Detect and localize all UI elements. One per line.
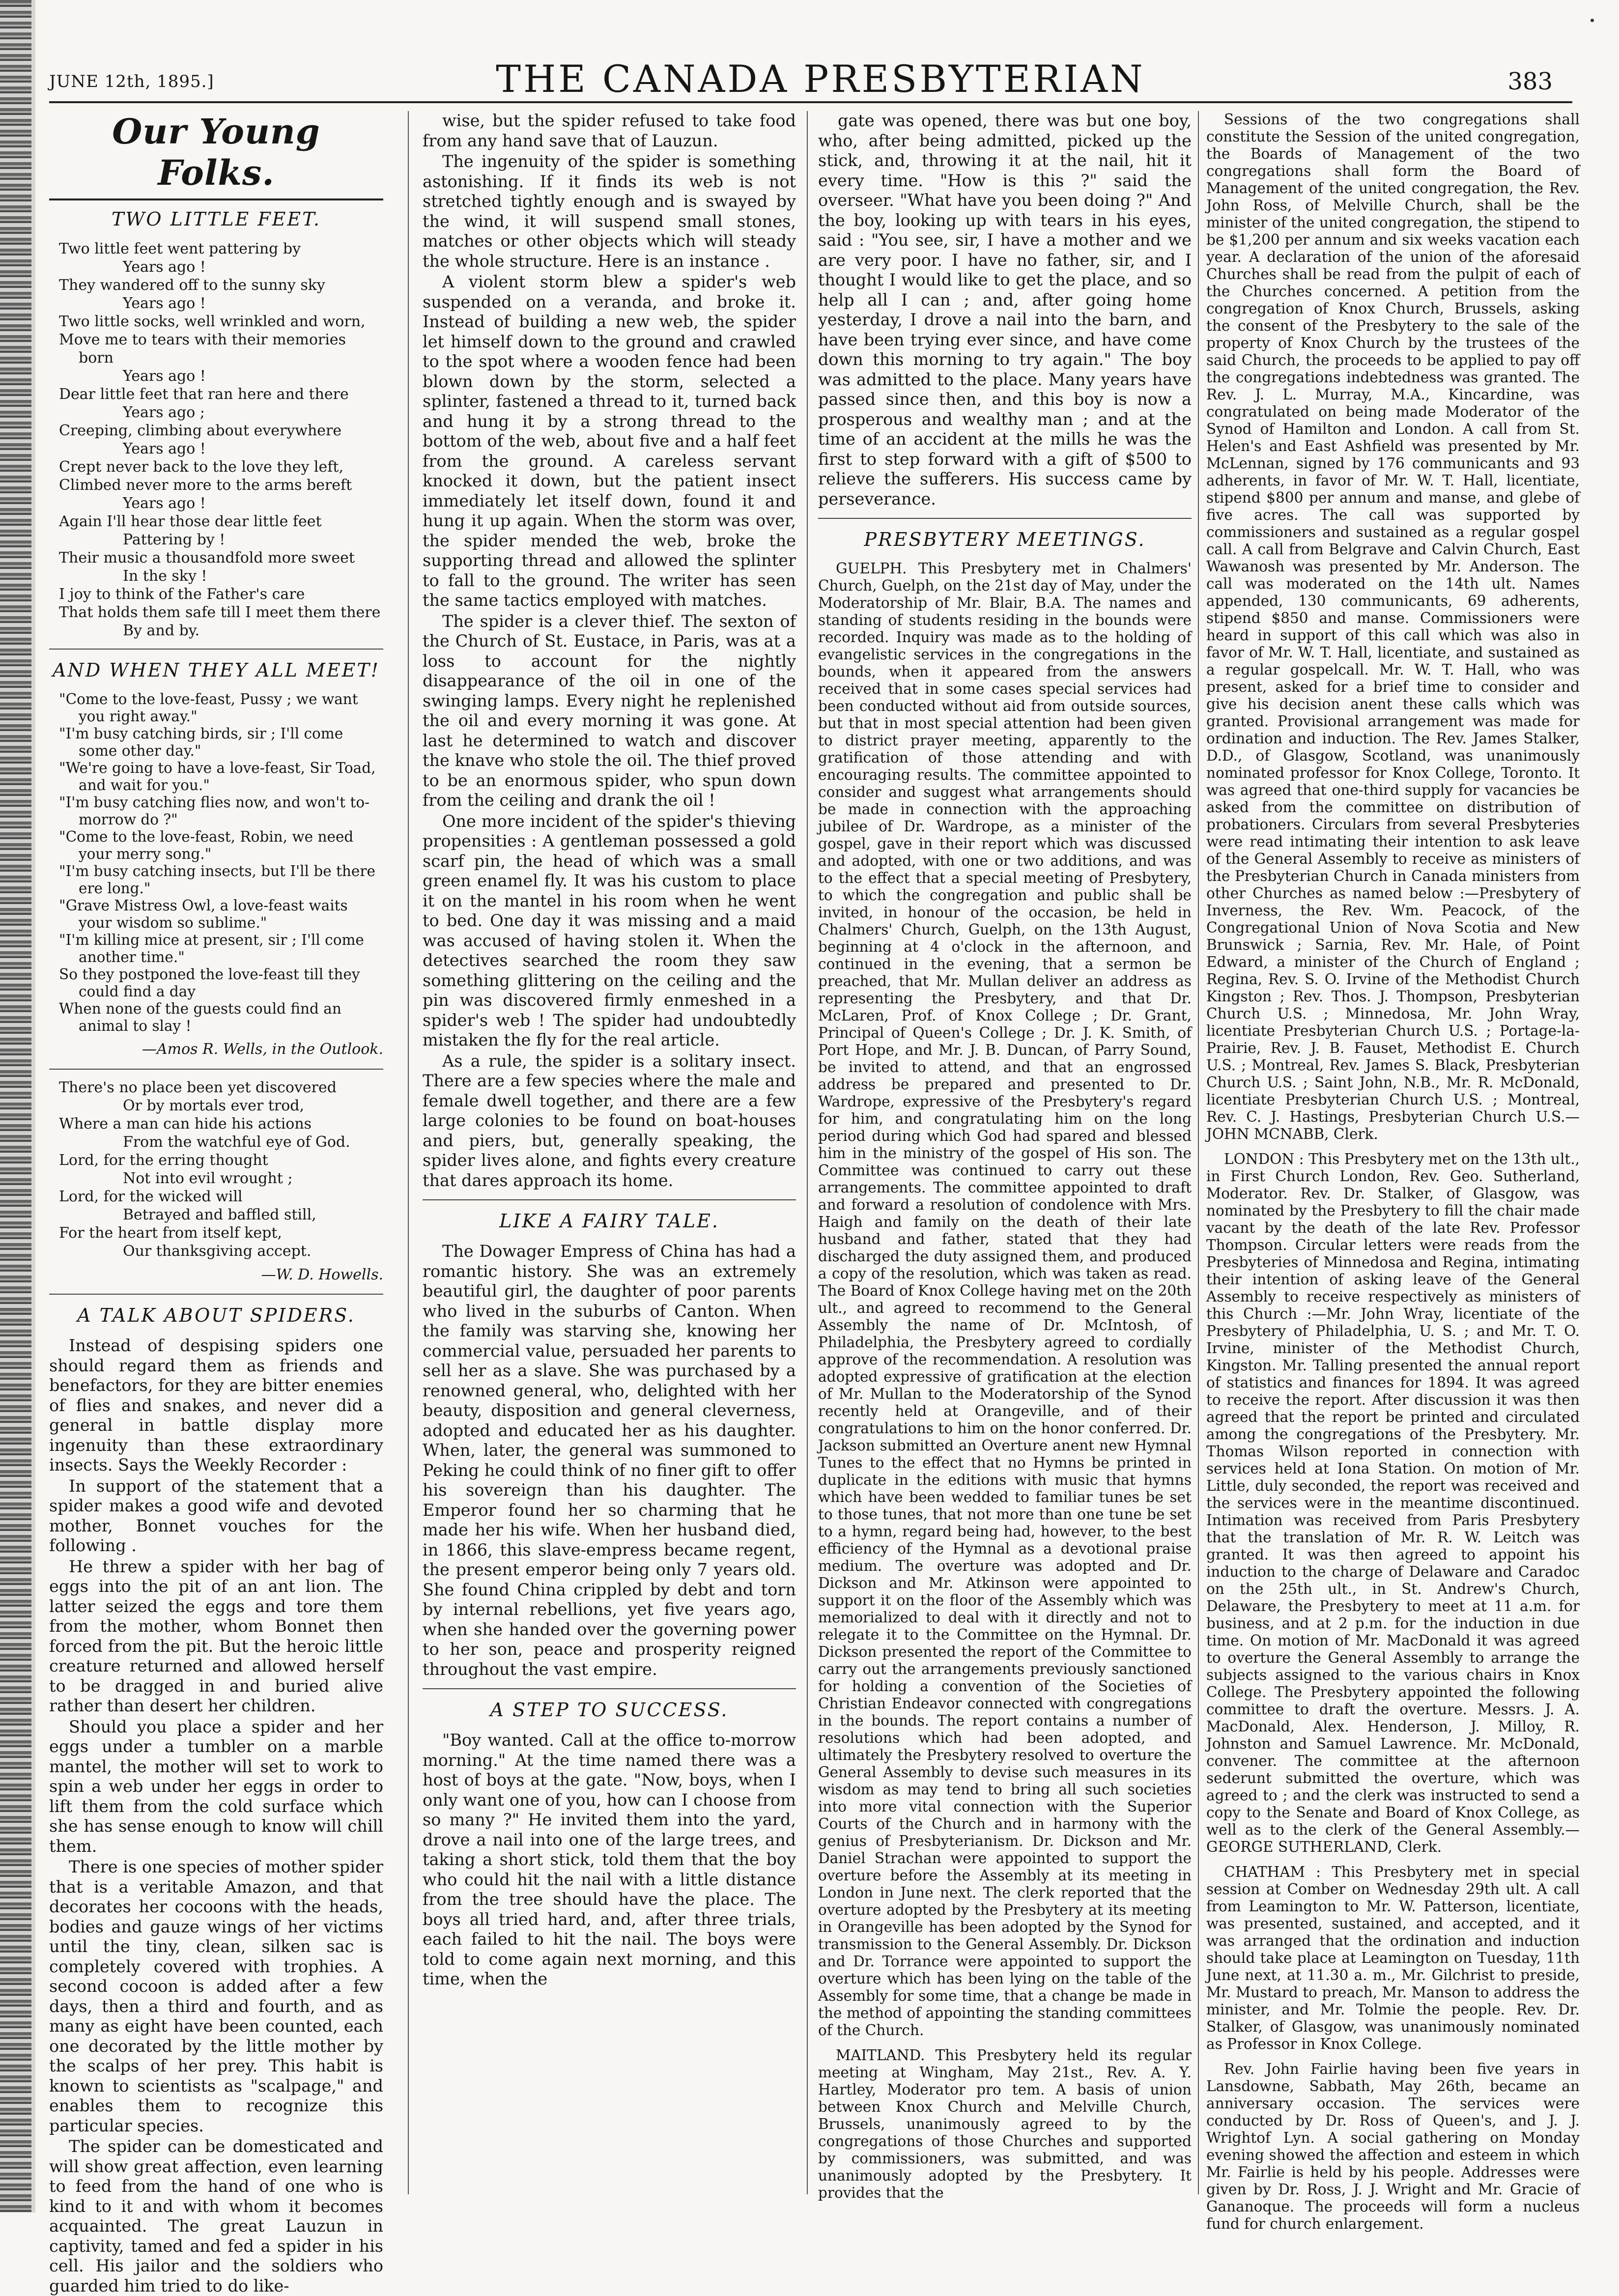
column-2	[423, 111, 796, 2194]
paragraph: GUELPH. This Presbytery met in Chalmers' Church, Guelph, on the 21st day of May, under the Moderatorship of Mr. Blair, B.A. The names and standing of students residing in the bounds were recorded. Inquiry was made as to the holding of evangelistic services in the congregations in the bounds, when it appeared from the answers received that in some cases special services had been conducted without aid from outside sources, but that in most special attention had been given to district prayer meeting, apparently to the gratification of those attending and with encouraging results. The committee appointed to consider and suggest what arrangements should be made in connection with the approaching jubilee of Dr. Wardrope, as a minister of the gospel, gave in their report which was discussed and adopted, with one or two additions, and was to the effect that a special meeting of Presbytery, to which the congregation and public shall be invited, in honour of the occasion, be held in Chalmers' Church, Guelph, on the 13th August, beginning at 4 o'clock in the afternoon, and continued in the evening, that a sermon be preached, that Mr. Mullan deliver an address as representing the Presbytery, and that Dr. McLaren, Prof. of Knox College ; Dr. Grant, Principal of Queen's College ; Dr. J. K. Smith, of Port Hope, and Mr. J. B. Duncan, of Parry Sound, be invited to attend, and that an engrossed address be prepared and presented to Dr. Wardrope, expressive of the Presbytery's regard for him, and congratulating him on the long period during which God had spared and blessed him in the ministry of the gospel of His son. The Committee was continued to carry out these arrangements. The committee appointed to draft and forward a resolution of condolence with Mrs. Haigh and family on the death of their late husband and father, stated that they had discharged the duty assigned them, and produced a copy of the resolution, which was taken as read. The Board of Knox College having met on the 20th ult., and agreed to recommend to the General Assembly the name of Dr. McIntosh, of Philadelphia, the Presbytery agreed to cordially approve of the recommendation. A resolution was adopted expressive of gratification at the election of Mr. Mullan to the Moderatorship of the Synod recently held at Orangeville, and of their congratulations to him on the honor conferred. Dr. Jackson submitted an Overture anent new Hymnal Tunes to the effect that no Hymns be printed in duplicate in the editions with music that hymns which have been wedded to familiar tunes be set to those tunes, that not more than one tune be set to a hymn, regard being had, however, to the best efficiency of the Hymnal as a devotional praise medium. The overture was adopted and Dr. Dickson and Mr. Atkinson were appointed to support it on the floor of the Assembly which was memorialized to deal with it directly and not to relegate it to the Committee on the Hymnal. Dr. Dickson presented the report of the Committee to carry out the arrangements previously sanctioned for holding a convention of the Societies of Christian Endeavor connected with congregations in the bounds. The report contains a number of resolutions which had been adopted, and ultimately the Presbytery resolved to overture the General Assembly to devise such measures in its wisdom as may tend to bring all such societies into more vital connection with the Superior Courts of the Church and in harmony with the genius of Presbyterianism. Dr. Dickson and Mr. Daniel Strachan were appointed to support the overture before the Assembly at its meeting in London in June next. The clerk reported that the overture adopted by the Presbytery at its meeting in Orangeville has been adopted by the Synod for transmission to the General Assembly. Dr. Dickson and Dr. Torrance were appointed to support the overture which has been lying on the table of the Assembly for some time, that a change be made in the method of appointing the standing committees of the Church.	[818, 560, 1192, 2039]
poem-line: "I'm killing mice at present, sir ; I'll come another time."	[59, 932, 364, 965]
poem-line: There's no place been yet discovered	[59, 1078, 337, 1096]
newspaper-title: THE CANADA PRESBYTERIAN	[496, 57, 1145, 101]
column-rule	[408, 111, 409, 2194]
poem-line: Years ago ;	[123, 404, 205, 421]
ink-speck	[1591, 19, 1594, 22]
poem-line: Where a man can hide his actions	[59, 1115, 312, 1133]
section-rule	[423, 1199, 796, 1200]
poem-line: That holds them safe till I meet them there	[59, 604, 381, 621]
binding-edge-shadow	[0, 0, 31, 2212]
article-title: PRESBYTERY MEETINGS.	[864, 529, 1146, 550]
poem-line: By and by.	[123, 622, 200, 639]
section-masthead: Our Young Folks.	[112, 111, 320, 193]
poem-attribution: —W. D. Howells.	[261, 1266, 383, 1283]
poem-line: Years ago !	[123, 295, 206, 312]
paragraph: LONDON : This Presbytery met on the 13th ult., in First Church London, Rev. Geo. Sutherland, Moderator. Rev. Dr. Stalker, of Glasgow, was nominated by the Presbytery to fill the chair made vacant by the death of the late Rev. Professor Thompson. Circular letters were reads from the Presbyteries of Minnedosa and Regina, intimating their intention of asking leave of the General Assembly to receive respectively as ministers of this Church :—Mr. John Wray, licentiate of the Presbytery of Philadelphia, U. S. ; and Mr. T. O. Irvine, minister of the Methodist Church, Kingston. Mr. Talling presented the annual report of statistics and finances for 1894. It was agreed to receive the report. After discussion it was then agreed that the report be printed and circulated among the congregations of the Presbytery. Mr. Thomas Wilson reported in connection with services held at Iona Station. On motion of Mr. Little, duly seconded, the report was received and the services were in the meantime discontinued. Intimation was received from Paris Presbytery that the translation of Mr. R. W. Leitch was granted. It was then agreed to appoint his induction to the charge of Delaware and Caradoc on the 25th ult., in St. Andrew's Church, Delaware, the Presbytery to meet at 11 a.m. for business, and at 2 p.m. for the induction in due time. On motion of Mr. MacDonald it was agreed to overture the General Assembly to arrange the subjects assigned to the various chairs in Knox College. The Presbytery appointed the following committee to draft the overture. Messrs. J. A. MacDonald, Alex. Henderson, J. Milloy, R. Johnston and Samuel Lawrence. Mr. McDonald, convener. The committee at the afternoon sederunt submitted the overture, which was agreed to ; and the clerk was instructed to send a copy to the Senate and Board of Knox College, as well as to the clerk of the General Assembly.—GEORGE SUTHERLAND, Clerk.	[1206, 1151, 1580, 1855]
poem-line: For the heart from itself kept,	[59, 1224, 282, 1242]
article-title: A STEP TO SUCCESS.	[490, 1699, 729, 1721]
paragraph: One more incident of the spider's thieving propensities : A gentleman possessed a gold scarf pin, the head of which was a small green enamel fly. It was his custom to place it on the mantel in his room when he went to bed. One day it was missing and a maid was accused of having stolen it. When the detectives searched the room they saw something glittering on the ceiling and the pin was discovered firmly enmeshed in a spider's web ! The spider had undoubtedly mistaken the fly for the real article.	[423, 811, 796, 1049]
paragraph: wise, but the spider refused to take food from any hand save that of Lauzun.	[423, 111, 796, 150]
paragraph: The Dowager Empress of China has had a romantic history. She was an extremely beautiful girl, the daughter of poor parents who lived in the suburbs of Canton. When the family was starving she, knowing her commercial value, persuaded her parents to sell her as a slave. She was purchased by a renowned general, who, delighted with her beauty, disposition and general cleverness, adopted and educated her as his daughter. When, later, the general was summoned to Peking he could think of no finer gift to offer his sovereign than his daughter. The Emperor found her so charming that he made her his wife. When her husband died, in 1866, this slave-empress became regent, the present emperor being only 7 years old. She found China crippled by debt and torn by internal rebellions, yet five years ago, when she handed over the governing power to her son, peace and prosperity reigned throughout the vast empire.	[423, 1242, 796, 1679]
paragraph: Instead of despising spiders one should regard them as friends and benefactors, for they are bitter enemies of flies and snakes, and never did a general in battle display more ingenuity than these extraordinary insects. Says the Weekly Recorder :	[49, 1336, 383, 1474]
paragraph: A violent storm blew a spider's web suspended on a veranda, and broke it. Instead of building a new web, the spider let himself down to the ground and crawled to the spot where a wooden fence had been blown down by the storm, selected a splinter, fastened a thread to it, turned back and hung it by a strong thread to the bottom of the web, about five and a half feet from the ground. A careless servant knocked it down, but the patient insect immediately let itself down, found it and hung it up again. When the storm was over, the spider mended the web, broke the supporting thread and allowed the splinter to fall to the ground. The writer has seen the same tactics employed with matches.	[423, 272, 796, 610]
poem-line: Years ago !	[123, 258, 206, 276]
poem-title: AND WHEN THEY ALL MEET!	[53, 659, 380, 681]
poem-line: Dear little feet that ran here and there	[59, 386, 349, 403]
article-spiders-continued	[423, 111, 796, 1191]
column-1	[49, 111, 383, 2296]
paragraph: The spider is a clever thief. The sexton of the Church of St. Eustace, in Paris, was at a loss to account for the nightly disappearance of the oil in one of the swinging lamps. Every night he replenished the oil and every morning it was gone. At last he determined to watch and discover the knave who stole the oil. The thief proved to be an enormous spider, who spun down from the ceiling and drank the oil !	[423, 611, 796, 810]
article-spiders	[49, 1336, 383, 2296]
article-title: A TALK ABOUT SPIDERS.	[77, 1304, 355, 1326]
poem-line: Two little socks, well wrinkled and worn,	[59, 313, 366, 330]
paragraph: gate was opened, there was but one boy, who, after being admitted, picked up the stick, and, throwing it at the nail, hit it every time. "How is this ?" said the overseer. "What have you been doing ?" And the boy, looking up with tears in his eyes, said : "You see, sir, I have a mother and we are very poor. I have no father, sir, and I thought I would like to get the place, and so help all I can ; and, after going home yesterday, I drove a nail into the barn, and have been trying ever since, and have come down this morning to try again." The boy was admitted to the place. Many years have passed since then, and this boy is now a prosperous and wealthy man ; and at the time of an accident at the mills he was the first to step forward with a gift of $500 to relieve the sufferers. His success came by perseverance.	[818, 111, 1192, 509]
poem-line: Again I'll hear those dear little feet	[59, 513, 322, 530]
section-rule	[49, 649, 383, 650]
poem-line: Creeping, climbing about everywhere	[59, 422, 342, 439]
poem-line: When none of the guests could find an animal to slay !	[59, 1000, 341, 1034]
section-rule	[49, 1069, 383, 1070]
section-rule	[423, 1688, 796, 1689]
poem-line: In the sky !	[123, 567, 207, 585]
masthead-rule	[49, 198, 383, 200]
poem-line: Climbed never more to the arms bereft	[59, 477, 352, 494]
paragraph: He threw a spider with her bag of eggs into the pit of an ant lion. The latter seized the eggs and tore them from the mother, whom Bonnet then forced from the pit. But the heroic little creature returned and allowed herself to be dragged in and buried alive rather than desert her children.	[49, 1557, 383, 1715]
paragraph: MAITLAND. This Presbytery held its regular meeting at Wingham, May 21st., Rev. A. Y. Hartley, Moderator pro tem. A basis of union between Knox Church and Melville Church, Brussels, unanimously agreed to by the congregations of those Churches and supported by commissioners, was submitted, and was unanimously adopted by the Presbytery. It provides that the	[818, 2047, 1192, 2201]
article-title: LIKE A FAIRY TALE.	[499, 1210, 719, 1232]
poem-line: So they postponed the love-feast till they could find a day	[59, 966, 360, 1000]
paragraph: CHATHAM : This Presbytery met in special session at Comber on Wednesday 29th ult. A call from Leamington to Mr. W. Patterson, licentiate, was presented, sustained, and accepted, and it was arranged that the ordination and induction should take place at Leamington on Tuesday, 11th June next, at 11.30 a. m., Mr. Gilchrist to preside, Mr. Mustard to preach, Mr. Manson to address the minister, and Mr. Tolmie the people. Rev. Dr. Stalker, of Glasgow, was unanimously nominated as Professor in Knox College.	[1206, 1864, 1580, 2052]
paragraph: The ingenuity of the spider is something astonishing. If it finds its web is not stretched tightly enough and is swayed by the wind, it will suspend small stones, matches or other objects which will steady the whole structure. Here is an instance .	[423, 152, 796, 271]
poem-love-feast	[49, 691, 383, 1035]
article-fairy-tale	[423, 1242, 796, 1679]
article-step-to-success	[423, 1730, 796, 1989]
column-rule	[807, 111, 808, 2194]
poem-line: "We're going to have a love-feast, Sir Toad, and wait for you."	[59, 760, 376, 794]
poem-line: Betrayed and baffled still,	[123, 1206, 316, 1223]
paragraph: Rev. John Fairlie having been five years in Lansdowne, Sabbath, May 26th, became an anniversary occasion. The services were conducted by Dr. Ross of Queen's, and J. J. Wrightof Lyn. A social gathering on Monday evening showed the affection and esteem in which Mr. Fairlie is held by his people. Addresses were given by Dr. Ross, J. J. Wright and Mr. Gracie of Gananoque. The proceeds will form a nucleus fund for church enlargement.	[1206, 2061, 1580, 2232]
poem-line: Lord, for the erring thought	[59, 1151, 268, 1169]
poem-line: Lord, for the wicked will	[59, 1188, 243, 1205]
poem-line: "Come to the love-feast, Robin, we need your merry song."	[59, 828, 354, 862]
article-step-to-success-continued	[818, 111, 1192, 509]
poem-line: Years ago !	[123, 368, 206, 385]
poem-line: I joy to think of the Father's care	[59, 586, 305, 603]
poem-line: "Grave Mistress Owl, a love-feast waits your wisdom so sublime."	[59, 897, 348, 931]
poem-verses	[49, 1078, 383, 1260]
paragraph: As a rule, the spider is a solitary insect. There are a few species where the male and female dwell together, and there are a few large colonies to be found on boat-houses and piers, but, generally speaking, the spider lives alone, and fights every creature that dares approach its home.	[423, 1051, 796, 1190]
section-rule	[818, 518, 1192, 519]
paragraph: "Boy wanted. Call at the office to-morrow morning." At the time named there was a host of boys at the gate. "Now, boys, when I only want one of you, how can I choose from so many ?" He invited them into the yard, drove a nail into one of the large trees, and taking a short stick, told them that the boy who could hit the nail with a little distance from the tree should have the place. The boys all tried hard, and, after three trials, each failed to hit the nail. The boys were told to come again next morning, and this time, when the	[423, 1730, 796, 1988]
poem-attribution: —Amos R. Wells, in the Outlook.	[142, 1041, 383, 1058]
poem-line: Two little feet went pattering by	[59, 240, 301, 257]
column-3	[818, 111, 1192, 2201]
poem-line: Years ago !	[123, 440, 206, 457]
article-presbytery-meetings	[818, 560, 1192, 2202]
paragraph: The spider can be domesticated and will show great affection, even learning to feed from the hand of one who is kind to it and with whom it becomes acquainted. The great Lauzun in captivity, tamed and fed a spider in his cell. His jailor and the soldiers who guarded him tried to do like-	[49, 2137, 383, 2296]
poem-line: Not into evil wrought ;	[123, 1169, 293, 1187]
paragraph: Should you place a spider and her eggs under a tumbler on a marble mantel, the mother will set to work to spin a web under her eggs in order to lift them from the cold surface which she has sense enough to know will chill them.	[49, 1717, 383, 1856]
issue-date: JUNE 12th, 1895.]	[49, 72, 214, 91]
paragraph: In support of the statement that a spider makes a good wife and devoted mother, Bonnet vouches for the following .	[49, 1476, 383, 1555]
poem-two-little-feet	[49, 240, 383, 640]
poem-line: From the watchful eye of God.	[123, 1133, 350, 1151]
poem-line: Pattering by !	[123, 531, 226, 548]
page-header	[49, 42, 1592, 101]
column-4	[1206, 111, 1580, 2232]
poem-line: "I'm busy catching birds, sir ; I'll come some other day."	[59, 725, 343, 759]
column-rule	[1198, 111, 1199, 2194]
poem-line: "Come to the love-feast, Pussy ; we want you right away."	[59, 691, 358, 725]
poem-line: "I'm busy catching flies now, and won't to-morrow do ?"	[59, 794, 370, 828]
poem-title: TWO LITTLE FEET.	[111, 208, 321, 230]
poem-line: Or by mortals ever trod,	[123, 1097, 305, 1114]
section-rule	[49, 1294, 383, 1295]
paragraph: There is one species of mother spider that is a veritable Amazon, and that decorates her cocoons with the heads, bodies and gauze wings of her victims until the tiny, clean, silken sac is completely covered with trophies. A second cocoon is added after a few days, then a third and fourth, and as many as eight have been counted, each one decorated by the little mother by the scalps of her prey. This habit is known to scientists as "scalpage," and enables them to recognize this particular species.	[49, 1857, 383, 2135]
paragraph: Sessions of the two congregations shall constitute the Session of the united congregation, the Boards of Management of the two congregations shall form the Board of Management of the united congregation, the Rev. John Ross, of Melville Church, shall be the minister of the united congregation, the stipend to be $1,200 per annum and six weeks vacation each year. A declaration of the union of the aforesaid Churches shall be read from the pulpit of each of the Churches concerned. A petition from the congregation of Knox Church, Brussels, asking the consent of the Presbytery to the sale of the property of Knox Church by the trustees of the said Church, the proceeds to be applied to pay off the congregations indebtedness was granted. The Rev. J. L. Murray, M.A., Kincardine, was congratulated on being made Moderator of the Synod of Hamilton and London. A call from St. Helen's and East Ashfield was presented by Mr. McLennan, signed by 176 communicants and 93 adherents, in favor of Mr. W. T. Hall, licentiate, stipend $800 per annum and manse, and glebe of five acres. The call was supported by commissioners and sustained as a regular gospel call. A call from Belgrave and Calvin Church, East Wawanosh was presented by Mr. Anderson. The call was moderated on the 14th ult. Names appended, 130 communicants, 69 adherents, stipend $850 and manse. Commissioners were heard in support of this call which was also in favor of Mr. W. T. Hall, licentiate, and sustained as a regular gospelcall. Mr. W. T. Hall, who was present, asked for a brief time to consider and give his decision anent these calls which was granted. Provisional arrangement was made for ordination and induction. The Rev. James Stalker, D.D., of Glasgow, Scotland, was unanimously nominated professor for Knox College, Toronto. It was agreed that one-third supply for vacancies be asked from the committee on distribution of probationers. Circulars from several Presbyteries were read intimating their intention to ask leave of the General Assembly to receive as ministers of the Presbyterian Church in Canada ministers from other Churches as named below :—Presbytery of Inverness, the Rev. Wm. Peacock, of the Congregational Union of Nova Scotia and New Brunswick ; Sarnia, Rev. Mr. Hale, of Point Edward, a minister of the Church of England ; Regina, Rev. S. O. Irvine of the Methodist Church Kingston ; Rev. Thos. J. Thompson, Presbyterian Church U.S. ; Minnedosa, Mr. John Wray, licentiate Presbyterian Church U.S. ; Portage-la-Prairie, Rev. J. B. Fauset, Methodist E. Church U.S. ; Montreal, Rev. James S. Black, Presbyterian Church U.S. ; Saint John, N.B., Mr. R. McDonald, licentiate Presbyterian Church U.S. ; Montreal, Rev. C. J. Hastings, Presbyterian Church U.S.—JOHN MCNABB, Clerk.	[1206, 111, 1580, 1142]
poem-line: Their music a thousandfold more sweet	[59, 549, 355, 567]
page-number: 383	[1507, 68, 1553, 95]
poem-line: Years ago !	[123, 495, 206, 512]
poem-line: Our thanksgiving accept.	[123, 1242, 312, 1260]
page-gutter	[31, 0, 35, 2212]
poem-line: Move me to tears with their memories born	[59, 331, 346, 367]
poem-line: "I'm busy catching insects, but I'll be there ere long."	[59, 863, 375, 897]
poem-line: Crept never back to the love they left,	[59, 458, 343, 476]
header-rule	[49, 101, 1572, 103]
poem-line: They wandered off to the sunny sky	[59, 277, 325, 294]
